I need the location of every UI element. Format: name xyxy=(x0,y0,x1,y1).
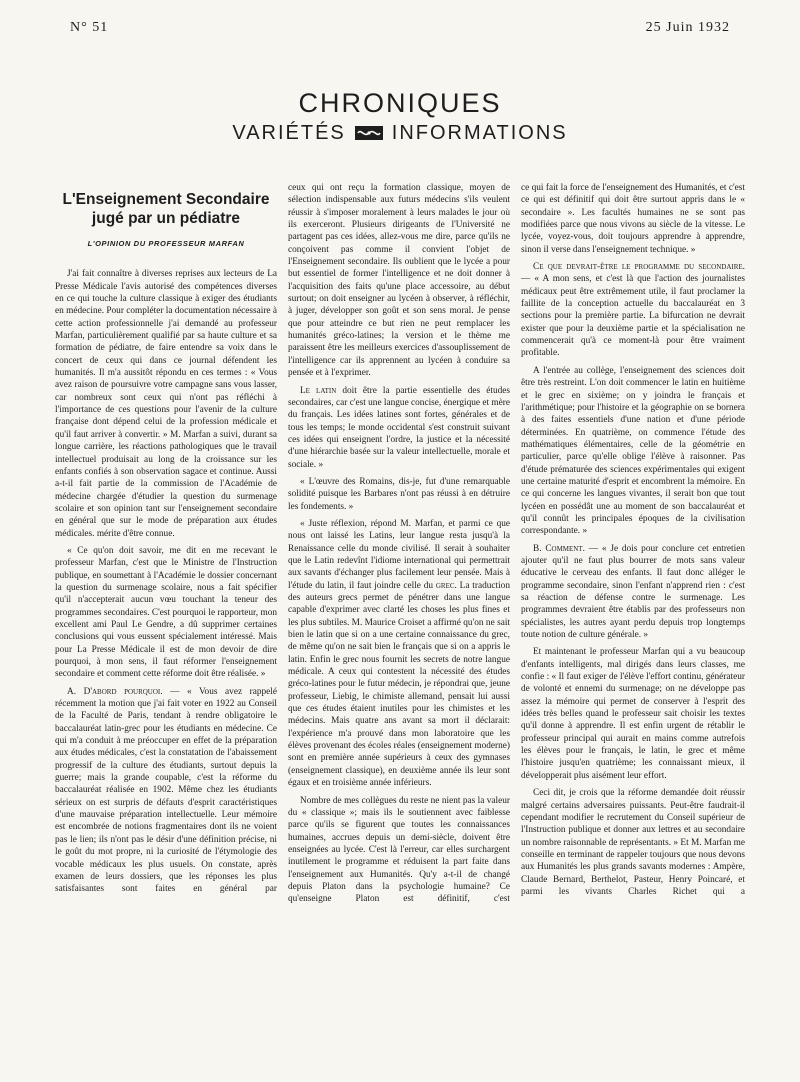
paragraph xyxy=(521,261,745,360)
paragraph xyxy=(288,518,510,790)
ornament-icon xyxy=(354,125,384,141)
column-2 xyxy=(288,182,510,906)
column-3 xyxy=(521,182,745,898)
section-lead: Le latin xyxy=(300,385,337,396)
article-subtitle: L'OPINION DU PROFESSEUR MARFAN xyxy=(87,239,245,248)
section-masthead xyxy=(0,88,800,146)
paragraph xyxy=(521,543,745,642)
paragraph: « Ce qu'on doit savoir, me dit en me recevant le professeur Marfan, c'est que le Ministre de l'Instruction publique, en soumettant à l'Académie le dossier concernant la question du surmenage scolaire, nous a fait spécifier qu'il n'accepterait aucun vœu touchant la teneur des programmes secondaires. C'est pourquoi le rapporteur, mon excellent ami Paul Le Gendre, a dû supprimer certaines conclusions qui vous eussent spécialement intéressé. Mais pour La Presse Médicale il est de mon devoir de dire pourquoi, à mon sens, il faut réformer l'enseignement secondaire et comment cette réforme doit être réalisée. » xyxy=(55,545,277,680)
inline-smallcaps: grec xyxy=(435,580,455,591)
article-title: L'Enseignement Secondaire jugé par un pédiatre xyxy=(62,191,270,227)
page-number: N° 51 xyxy=(70,20,109,35)
masthead-chroniques: CHRONIQUES xyxy=(298,88,502,118)
paragraph-text: — « Vous avez rappelé récemment la motion que j'ai fait voter en 1922 au Conseil de la Faculté de Paris, tendant à rendre obligatoire le baccalauréat latin-grec pour les étudiants en médecine. Ce qui m'a conduit à me préoccuper en effet de la préparation aux études médicales, c'est la constatation de l'abaissement progressif de la culture des étudiants, surtout depuis la guerre; mais la grande coupable, c'est la réforme du baccalauréat réalisée en 1902. Même chez les étudiants sérieux on est surpris de défauts d'esprit caractéristiques d'une mauvaise préparation intellectuelle. Leur mémoire est encombrée de notions fragmentaires dont ils ne voient pas le lien; ils n'ont pas le désir d'une définition précise, ni le goût du mot propre, ni la curiosité de l'étymologie des vocable médicaux les plus usuels. On constate, après examen de leurs dossiers, que les réponses les plus satisfaisantes sont faites en général par xyxy=(55,686,277,895)
section-lead: B. Comment. xyxy=(533,543,585,554)
column-1 xyxy=(55,182,277,896)
paragraph xyxy=(55,686,277,896)
paragraph: ceux qui ont reçu la formation classique, moyen de sélection indispensable aux futurs médecins s'ils veulent réussir à s'imposer moralement à leurs malades le jour où ils exerceront. Plusieurs dirigeants de l'Université ne partagent pas ces idées, allez-vous me dire, parce qu'ils ne conçoivent pas comme il convient l'objet de l'Enseignement secondaire. Ils oublient que le lycée a pour but essentiel de former l'intelligence et ne doit donner à l'acquisition des faits qu'une place accessoire, au début surtout; on doit enseigner au lycéen à observer, à réfléchir, à juger, développer son goût et son sens moral. Je pense que pour atteindre ce but rien ne peut remplacer les humanités gréco-latines; la version et le thème me paraissent être les meilleurs exercices d'assouplissement de l'intelligence car ils apprennent au lycéen à conduire sa pensée et à l'exprimer. xyxy=(288,183,510,379)
paragraph-text: « Juste réflexion, répond M. Marfan, et parmi ce que nous ont laissé les Latins, leur langue resta jusqu'à la Renaissance celle du monde civilisé. Il serait à souhaiter que le Latin redevînt l'idiome international qui permettrait aux savants d'échanger plus facilement leur pensée. Mais à l'étude du latin, il faut joindre celle du xyxy=(288,518,510,591)
paragraph-text: . La traduction des auteurs grecs permet de pénétrer dans une langue capable d'exprimer avec clarté les choses les plus fines et les plus subtiles. M. Maurice Croiset a affirmé qu'on ne sait bien le latin que si on a une certaine connaissance du grec, de même qu'on ne sait bien le français que si on a appris le latin. Enfin le grec nous fournit les secrets de notre langue médicale. A ceux qui contestent la nécessité des études gréco-latines pour le futur médecin, je répondrai que, jeune professeur, Liebig, le chimiste allemand, pensait lui aussi que ces études étaient inutiles pour les chimistes et les médecins. Mais quatre ans avant sa mort il déclarait: l'expérience m'a prouvé dans mon laboratoire que les élèves provenant des écoles réales (enseignement moderne) sont en première année supérieurs à ceux des gymnases (enseignement classique), en deuxième année ils leur sont égaux et en troisième année inférieurs. xyxy=(288,580,510,789)
issue-date: 25 Juin 1932 xyxy=(645,20,730,35)
paragraph-text: — « Je dois pour conclure cet entretien ajouter qu'il ne faut plus bourrer de mots sans valeur éducative le cerveau des enfants. Il faut donc alléger le programme secondaire, sinon l'enfant n'apprend rien : c'est sa réaction de défense contre le surmenage. Les programmes devraient être établis par des professeurs non spécialistes, les autres ayant perdu depuis trop longtemps toute notion de culture générale. » xyxy=(521,543,745,641)
paragraph: Et maintenant le professeur Marfan qui a vu beaucoup d'enfants intelligents, mal dirigés dans leurs classes, me confie : « Il faut exiger de l'élève l'effort continu, générateur de volonté et ennemi du surmenage; on ne développe pas assez la mémoire qui permet de conserver à l'esprit des idées très belles quand le professeur sait choisir les textes qu'il donne à apprendre. Il est enfin urgent de rétablir le professeur principal qui aurait en mains comme autrefois les élèves pour le français, le latin, le grec et même l'histoire jusqu'en quatrième; les connaissant mieux, il développerait plus aisément leur effort. xyxy=(521,647,745,781)
masthead-row xyxy=(0,120,800,146)
paragraph: « L'œuvre des Romains, dis-je, fut d'une remarquable solidité puisque les Barbares n'ont pas réussi à en détruire les fondements. » xyxy=(288,476,510,512)
section-lead: Ce que devrait-être le programme du secondaire. xyxy=(533,262,745,273)
paragraph: Ceci dit, je crois que la réforme demandée doit réussir malgré certains adversaires puissants. Peut-être faudrait-il cependant modifier le recrutement du Conseil supérieur de l'Instruction publique et donner aux lettres et au secondaire un nombre raisonnable de représentants. » Et M. Marfan me conseille en terminant de rappeler toujours que nous devons aux Humanités les plus grands savants modernes : Ampère, Claude Bernard, Berthelot, Pasteur, Henry Poincaré, et parmi les vivants Charles Richet qui a xyxy=(521,788,745,897)
paragraph: A l'entrée au collège, l'enseignement des sciences doit être très restreint. L'on doit commencer le latin en huitième et le grec en sixième; on y joindra le français et l'arithmétique; pour l'histoire et la géographie on se bornera à des faites essentiels d'une nation et d'une période déterminées. En quatrième, on commence l'étude des mathématiques élémentaires, celle de la géométrie en particulier, parce qu'elle oblige l'élève à raisonner. Pas d'étude prématurée des sciences expérimentales qui exigent une certaine maturité d'esprit et encombrent la mémoire. En ce qui concerne les langues vivantes, il serait bon que tout lycéen en possédât une au moment de son baccalauréat et qu'il connût les principales époques de la civilisation correspondante. » xyxy=(521,365,745,537)
paragraph-text: doit être la partie essentielle des études secondaires, car c'est une langue concise, énergique et mère du français. Les idées latines sont fortes, générales et de tous les temps; le monde occidental s'est construit suivant ces idées qui enseignent l'ordre, la justice et la nécessité d'une hiérarchie basée sur la valeur intellectuelle, morale et sociale. » xyxy=(288,385,510,470)
section-lead: A. D'abord pourquoi. xyxy=(67,686,163,697)
masthead-varietes: VARIÉTÉS xyxy=(232,122,346,144)
paragraph: J'ai fait connaître à diverses reprises aux lecteurs de La Presse Médicale l'avis autorisé des compétences diverses en ce qui touche la culture classique à exiger des étudiants en médecine. Pour compléter la documentation nécessaire à cette action professionnelle j'ai demandé au professeur Marfan, particulièrement qualifié par sa haute culture et sa formation de pédiatre, de faire entendre sa voix dans le concert de ceux qui dans ce journal défendent les humanités. Il m'a aussitôt répondu en ces termes : « Vous avez raison de poursuivre votre campagne sans vous lasser, car nombreux sont ceux qui n'ont pas réfléchi à l'importance de ces questions pour l'avenir de la culture française dont dépend celui de la profession médicale et qu'il faut arriver à convertir. » M. Marfan a suivi, durant sa longue carrière, les réactions pathologiques que le travail intellectuel produisait au long de la croissance sur les enfants confiés à son observation sagace et continue. Aussi a-t-il fait partie de la commission de l'Académie de médecine chargée d'étudier la question du surmenage scolaire et son opinion tant sur l'enseignement secondaire en général que sur le mode de préparation aux études médicales. mérite d'être connue. xyxy=(55,269,277,539)
masthead-informations: INFORMATIONS xyxy=(391,122,568,144)
paragraph-text: — « A mon sens, et c'est là que l'action des journalistes médicaux peut être extrêmement utile, il faut proclamer la faillite de la conception actuelle du baccalauréat en 3 sections pour la première partie. La bifurcation ne devrait exister que pour la deuxième partie et la spécialisation ne commencerait qu'à ce moment-là pour être vraiment profitable. xyxy=(521,274,745,359)
paragraph xyxy=(288,385,510,471)
paragraph: ce qui fait la force de l'enseignement des Humanités, et c'est ce qui est définitif qui doit être surtout appris dans le « secondaire ». Les facultés humaines ne se sont pas modifiées parce que nous vivons au siècle de la vitesse. Le lycée, voyez-vous, doit toujours apprendre à apprendre, sinon il verse dans l'enseignement technique. » xyxy=(521,183,745,255)
paragraph: Nombre de mes collègues du reste ne nient pas la valeur du « classique »; mais ils le soutiennent avec faiblesse parce qu'ils se figurent que toutes les connaissances humaines, accrues depuis un demi-siècle, doivent être enseignées au lycée. C'est là l'erreur, car elles surchargent inutilement le programme et réduisent la part faite dans l'enseignement aux Humanités. Qu'y a-t-il de changé depuis Platon dans la psychologie humaine? Ce qu'enseigne Platon est définitif, c'est xyxy=(288,795,510,905)
